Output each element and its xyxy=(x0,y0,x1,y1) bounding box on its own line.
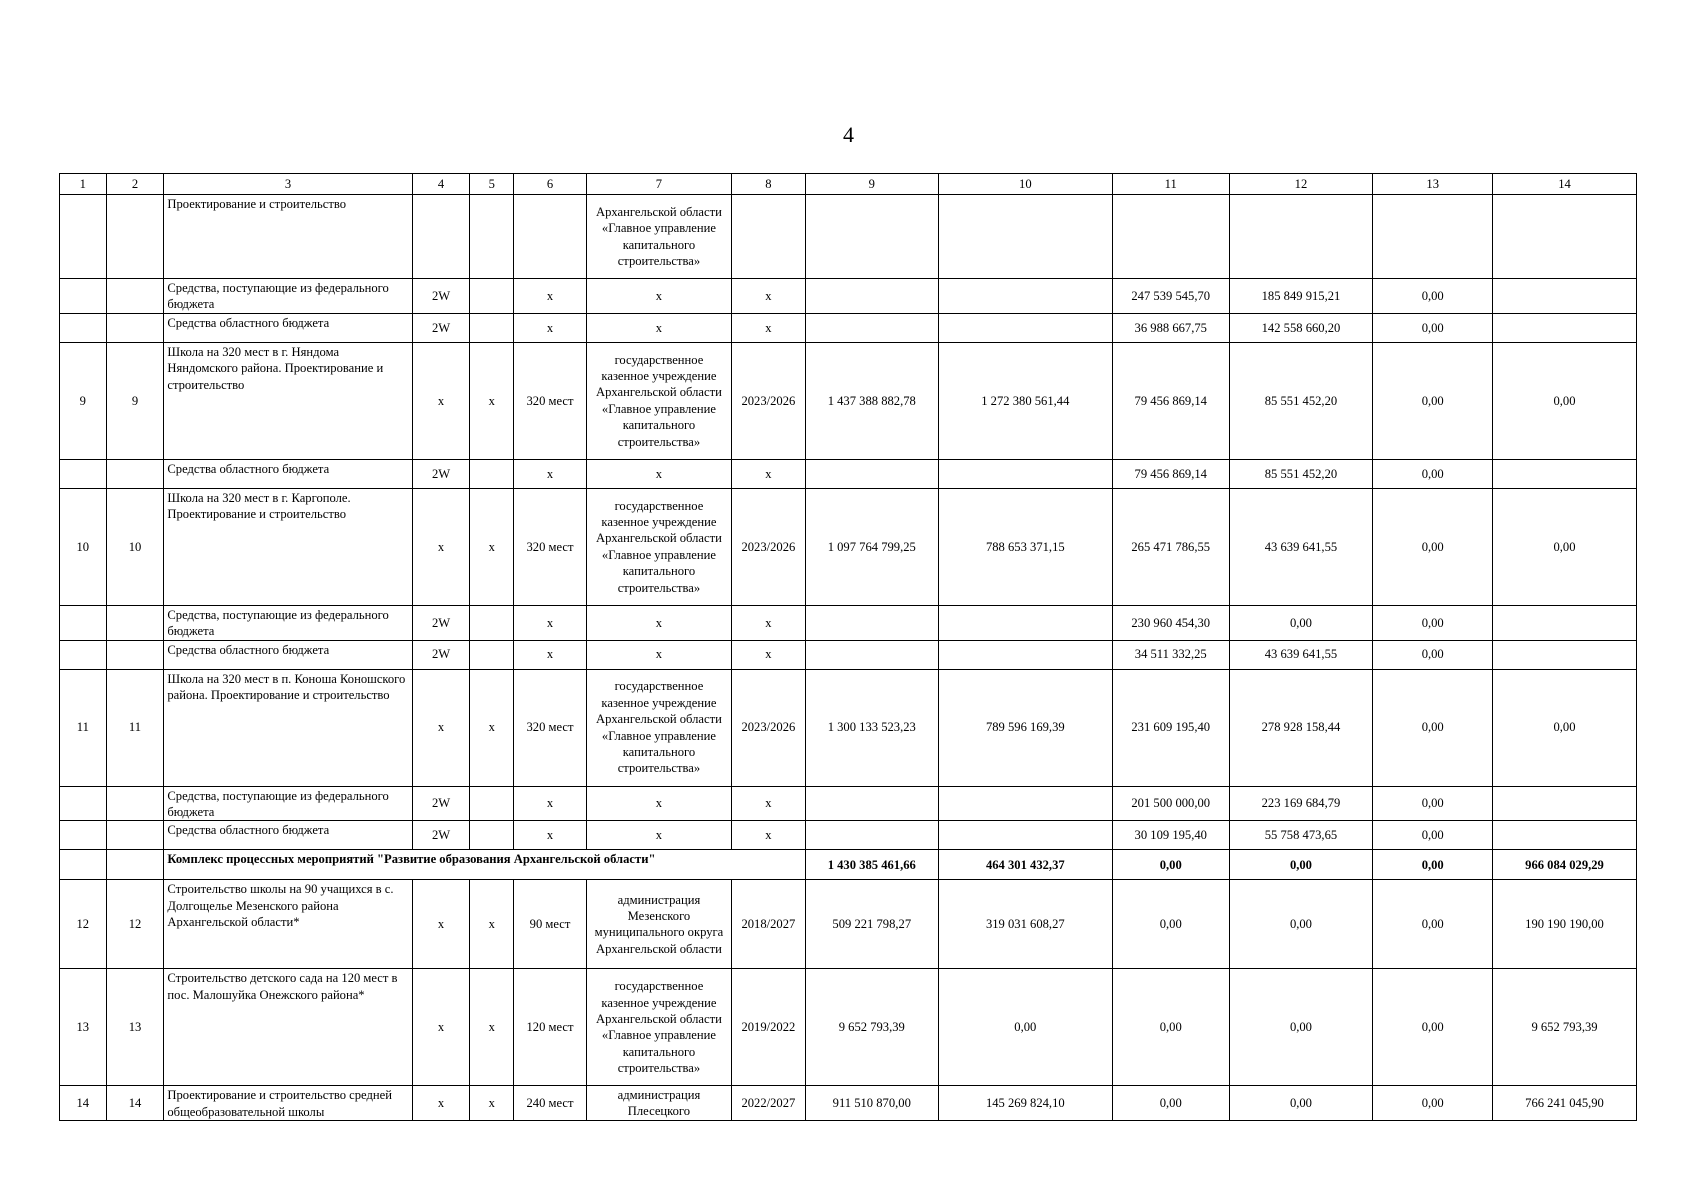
table-cell: 0,00 xyxy=(1373,342,1493,459)
table-cell xyxy=(1493,786,1637,821)
table-cell: Средства, поступающие из федерального бюджета xyxy=(164,786,412,821)
table-cell: 0,00 xyxy=(938,969,1112,1086)
table-cell: 2W xyxy=(412,605,470,640)
table-cell: 2019/2022 xyxy=(731,969,805,1086)
table-cell xyxy=(60,850,107,880)
table-cell: х xyxy=(731,459,805,488)
table-cell: государственное казенное учреждение Архангельской области «Главное управление капитального строительства» xyxy=(586,669,731,786)
table-cell: 0,00 xyxy=(1373,821,1493,850)
table-cell: х xyxy=(470,342,514,459)
table-cell xyxy=(1229,195,1373,279)
table-row xyxy=(60,459,1637,488)
table-cell: 911 510 870,00 xyxy=(805,1086,938,1121)
header-cell: 3 xyxy=(164,174,412,195)
table-row xyxy=(60,669,1637,786)
table-cell: 0,00 xyxy=(1373,880,1493,969)
table-cell xyxy=(60,821,107,850)
table-cell: 2023/2026 xyxy=(731,488,805,605)
table-cell xyxy=(106,279,164,314)
table-cell: 11 xyxy=(106,669,164,786)
table-cell xyxy=(60,313,107,342)
table-cell xyxy=(938,786,1112,821)
table-cell xyxy=(731,195,805,279)
table-cell xyxy=(938,195,1112,279)
table-cell: х xyxy=(731,605,805,640)
table-cell: Средства, поступающие из федерального бюджета xyxy=(164,279,412,314)
header-cell: 2 xyxy=(106,174,164,195)
table-cell: 0,00 xyxy=(1373,1086,1493,1121)
table-cell: 231 609 195,40 xyxy=(1112,669,1229,786)
table-cell xyxy=(60,279,107,314)
page-number: 4 xyxy=(843,122,854,147)
table-cell: 30 109 195,40 xyxy=(1112,821,1229,850)
table-cell: 85 551 452,20 xyxy=(1229,459,1373,488)
table-cell: 0,00 xyxy=(1112,969,1229,1086)
table-cell: 0,00 xyxy=(1373,605,1493,640)
table-cell: 0,00 xyxy=(1493,669,1637,786)
table-cell: Строительство детского сада на 120 мест в пос. Малошуйка Онежского района* xyxy=(164,969,412,1086)
table-cell: государственное казенное учреждение Архангельской области «Главное управление капитального строительства» xyxy=(586,969,731,1086)
table-cell: 320 мест xyxy=(514,669,587,786)
table-cell: 1 097 764 799,25 xyxy=(805,488,938,605)
complex-total-cell: 966 084 029,29 xyxy=(1493,850,1637,880)
table-cell: 789 596 169,39 xyxy=(938,669,1112,786)
table-cell xyxy=(1493,459,1637,488)
table-cell: 43 639 641,55 xyxy=(1229,640,1373,669)
table-cell xyxy=(106,605,164,640)
table-cell xyxy=(938,459,1112,488)
table-cell xyxy=(514,195,587,279)
table-cell xyxy=(1493,821,1637,850)
table-cell: 0,00 xyxy=(1112,1086,1229,1121)
table-cell xyxy=(805,459,938,488)
table-cell: х xyxy=(586,605,731,640)
table-cell xyxy=(470,786,514,821)
table-cell: х xyxy=(586,786,731,821)
table-cell: Архангельской области «Главное управление капитального строительства» xyxy=(586,195,731,279)
header-cell: 11 xyxy=(1112,174,1229,195)
table-cell xyxy=(412,195,470,279)
header-cell: 14 xyxy=(1493,174,1637,195)
table-cell: 2W xyxy=(412,786,470,821)
table-cell: 0,00 xyxy=(1373,786,1493,821)
table-cell: 509 221 798,27 xyxy=(805,880,938,969)
table-cell xyxy=(106,850,164,880)
table-cell: х xyxy=(514,313,587,342)
table-cell: х xyxy=(514,786,587,821)
table-row xyxy=(60,821,1637,850)
table-cell xyxy=(470,821,514,850)
table-cell: х xyxy=(412,1086,470,1121)
header-row xyxy=(60,174,1637,195)
table-cell: х xyxy=(514,279,587,314)
table-cell xyxy=(938,279,1112,314)
table-cell: Средства областного бюджета xyxy=(164,640,412,669)
table-cell: 79 456 869,14 xyxy=(1112,342,1229,459)
table-cell xyxy=(470,279,514,314)
table-cell xyxy=(938,313,1112,342)
table-row xyxy=(60,786,1637,821)
table-cell: 265 471 786,55 xyxy=(1112,488,1229,605)
complex-summary-row xyxy=(60,850,1637,880)
table-cell: Школа на 320 мест в п. Коноша Коношского района. Проектирование и строительство xyxy=(164,669,412,786)
complex-total-cell: 464 301 432,37 xyxy=(938,850,1112,880)
table-cell xyxy=(1493,313,1637,342)
table-cell: х xyxy=(514,459,587,488)
header-cell: 10 xyxy=(938,174,1112,195)
table-cell xyxy=(1112,195,1229,279)
table-row xyxy=(60,342,1637,459)
table-cell xyxy=(1493,195,1637,279)
table-cell: Проектирование и строительство средней общеобразовательной школы xyxy=(164,1086,412,1121)
table-cell: 320 мест xyxy=(514,488,587,605)
table-cell: 240 мест xyxy=(514,1086,587,1121)
table-cell: 223 169 684,79 xyxy=(1229,786,1373,821)
table-cell: 788 653 371,15 xyxy=(938,488,1112,605)
complex-total-cell: 0,00 xyxy=(1373,850,1493,880)
table-cell: Школа на 320 мест в г. Няндома Няндомского района. Проектирование и строительство xyxy=(164,342,412,459)
table-cell: 766 241 045,90 xyxy=(1493,1086,1637,1121)
table-cell xyxy=(805,195,938,279)
table-cell xyxy=(470,313,514,342)
table-cell: х xyxy=(470,488,514,605)
complex-total-cell: 0,00 xyxy=(1112,850,1229,880)
table-cell: 0,00 xyxy=(1229,1086,1373,1121)
table-cell: х xyxy=(586,821,731,850)
table-cell xyxy=(805,786,938,821)
table-cell xyxy=(805,605,938,640)
table-cell: 1 272 380 561,44 xyxy=(938,342,1112,459)
table-cell: х xyxy=(470,969,514,1086)
table-cell xyxy=(106,459,164,488)
table-cell: 12 xyxy=(60,880,107,969)
table-cell: государственное казенное учреждение Архангельской области «Главное управление капитального строительства» xyxy=(586,342,731,459)
table-cell: 0,00 xyxy=(1229,605,1373,640)
table-cell: 43 639 641,55 xyxy=(1229,488,1373,605)
table-cell xyxy=(106,821,164,850)
table-cell: 278 928 158,44 xyxy=(1229,669,1373,786)
complex-title: Комплекс процессных мероприятий "Развитие образования Архангельской области" xyxy=(164,850,806,880)
table-cell xyxy=(1493,605,1637,640)
table-cell xyxy=(470,195,514,279)
header-cell: 9 xyxy=(805,174,938,195)
table-cell: х xyxy=(514,821,587,850)
table-cell: х xyxy=(470,880,514,969)
table-cell xyxy=(938,605,1112,640)
table-cell xyxy=(938,640,1112,669)
table-row xyxy=(60,313,1637,342)
table-cell: 0,00 xyxy=(1493,488,1637,605)
header-cell: 5 xyxy=(470,174,514,195)
table-cell xyxy=(1493,279,1637,314)
table-row xyxy=(60,640,1637,669)
header-cell: 4 xyxy=(412,174,470,195)
table-cell: 2023/2026 xyxy=(731,342,805,459)
table-cell: Школа на 320 мест в г. Каргополе. Проектирование и строительство xyxy=(164,488,412,605)
table-cell: Средства областного бюджета xyxy=(164,459,412,488)
table-cell xyxy=(106,786,164,821)
table-row xyxy=(60,279,1637,314)
table-cell: 34 511 332,25 xyxy=(1112,640,1229,669)
table-cell: 36 988 667,75 xyxy=(1112,313,1229,342)
table-cell xyxy=(470,605,514,640)
table-cell xyxy=(1373,195,1493,279)
table-cell: Средства областного бюджета xyxy=(164,313,412,342)
header-cell: 1 xyxy=(60,174,107,195)
table-cell: 9 xyxy=(60,342,107,459)
table-cell: х xyxy=(514,640,587,669)
table-cell: 13 xyxy=(106,969,164,1086)
table-cell: 90 мест xyxy=(514,880,587,969)
table-cell: администрация Плесецкого xyxy=(586,1086,731,1121)
table-cell: 2W xyxy=(412,459,470,488)
table-cell: Средства, поступающие из федерального бюджета xyxy=(164,605,412,640)
table-cell: 120 мест xyxy=(514,969,587,1086)
complex-total-cell: 0,00 xyxy=(1229,850,1373,880)
table-cell: 0,00 xyxy=(1112,880,1229,969)
table-cell xyxy=(805,279,938,314)
table-cell: х xyxy=(412,488,470,605)
table-cell: 201 500 000,00 xyxy=(1112,786,1229,821)
table-cell: х xyxy=(731,279,805,314)
table-cell: х xyxy=(412,969,470,1086)
table-cell: Строительство школы на 90 учащихся в с. Долгощелье Мезенского района Архангельской области* xyxy=(164,880,412,969)
table-cell: 247 539 545,70 xyxy=(1112,279,1229,314)
table-row xyxy=(60,195,1637,279)
table-body xyxy=(60,174,1637,1121)
table-cell: 0,00 xyxy=(1493,342,1637,459)
table-cell: х xyxy=(731,786,805,821)
table-cell: 0,00 xyxy=(1373,459,1493,488)
table-cell xyxy=(805,313,938,342)
table-cell xyxy=(1493,640,1637,669)
table-cell xyxy=(938,821,1112,850)
table-row xyxy=(60,1086,1637,1121)
table-cell: х xyxy=(731,821,805,850)
table-cell: Проектирование и строительство xyxy=(164,195,412,279)
header-cell: 6 xyxy=(514,174,587,195)
table-cell xyxy=(106,313,164,342)
table-cell: 11 xyxy=(60,669,107,786)
table-cell: Средства областного бюджета xyxy=(164,821,412,850)
table-cell: государственное казенное учреждение Архангельской области «Главное управление капитального строительства» xyxy=(586,488,731,605)
table-cell xyxy=(106,195,164,279)
table-cell: 9 652 793,39 xyxy=(805,969,938,1086)
table-cell: 0,00 xyxy=(1373,669,1493,786)
table-cell: 0,00 xyxy=(1229,969,1373,1086)
table-cell: 55 758 473,65 xyxy=(1229,821,1373,850)
table-cell: х xyxy=(514,605,587,640)
table-cell: х xyxy=(586,313,731,342)
complex-total-cell: 1 430 385 461,66 xyxy=(805,850,938,880)
table-cell: 10 xyxy=(60,488,107,605)
table-cell: 2018/2027 xyxy=(731,880,805,969)
table-cell: 13 xyxy=(60,969,107,1086)
table-cell: 2023/2026 xyxy=(731,669,805,786)
table-row xyxy=(60,488,1637,605)
table-cell: 2W xyxy=(412,821,470,850)
table-cell: 2W xyxy=(412,640,470,669)
table-cell: х xyxy=(731,313,805,342)
table-cell: 145 269 824,10 xyxy=(938,1086,1112,1121)
table-cell: 10 xyxy=(106,488,164,605)
table-cell: 142 558 660,20 xyxy=(1229,313,1373,342)
table-cell: 190 190 190,00 xyxy=(1493,880,1637,969)
table-cell: 2W xyxy=(412,279,470,314)
table-row xyxy=(60,605,1637,640)
table-cell: 185 849 915,21 xyxy=(1229,279,1373,314)
table-row xyxy=(60,969,1637,1086)
table-cell xyxy=(470,459,514,488)
table-cell xyxy=(60,640,107,669)
table-cell: 319 031 608,27 xyxy=(938,880,1112,969)
table-cell: 2022/2027 xyxy=(731,1086,805,1121)
table-cell xyxy=(805,821,938,850)
table-cell: 0,00 xyxy=(1229,880,1373,969)
table-cell xyxy=(60,786,107,821)
table-cell: 14 xyxy=(60,1086,107,1121)
header-cell: 13 xyxy=(1373,174,1493,195)
table-cell: х xyxy=(586,459,731,488)
table-cell: администрация Мезенского муниципального округа Архангельской области xyxy=(586,880,731,969)
table-cell: 9 652 793,39 xyxy=(1493,969,1637,1086)
table-row xyxy=(60,880,1637,969)
table-cell: 0,00 xyxy=(1373,488,1493,605)
table-cell: 85 551 452,20 xyxy=(1229,342,1373,459)
table-cell: 0,00 xyxy=(1373,969,1493,1086)
table-cell xyxy=(60,605,107,640)
table-cell: 1 437 388 882,78 xyxy=(805,342,938,459)
table-cell: 79 456 869,14 xyxy=(1112,459,1229,488)
table-cell: х xyxy=(470,669,514,786)
table-cell xyxy=(470,640,514,669)
table-cell xyxy=(60,195,107,279)
table-cell: х xyxy=(412,669,470,786)
table-cell: х xyxy=(412,880,470,969)
table-cell: 0,00 xyxy=(1373,313,1493,342)
header-cell: 7 xyxy=(586,174,731,195)
table-cell: 0,00 xyxy=(1373,279,1493,314)
table-cell xyxy=(106,640,164,669)
table-cell: х xyxy=(586,640,731,669)
table-cell: 1 300 133 523,23 xyxy=(805,669,938,786)
table-cell: 9 xyxy=(106,342,164,459)
table-cell: 2W xyxy=(412,313,470,342)
table-cell: 12 xyxy=(106,880,164,969)
table-cell: х xyxy=(586,279,731,314)
table-cell: х xyxy=(412,342,470,459)
table-cell: 0,00 xyxy=(1373,640,1493,669)
header-cell: 8 xyxy=(731,174,805,195)
table-cell: 320 мест xyxy=(514,342,587,459)
budget-table xyxy=(59,173,1637,1121)
table-cell: х xyxy=(731,640,805,669)
header-cell: 12 xyxy=(1229,174,1373,195)
table-cell: 230 960 454,30 xyxy=(1112,605,1229,640)
table-cell xyxy=(60,459,107,488)
table-cell xyxy=(805,640,938,669)
table-cell: х xyxy=(470,1086,514,1121)
table-cell: 14 xyxy=(106,1086,164,1121)
